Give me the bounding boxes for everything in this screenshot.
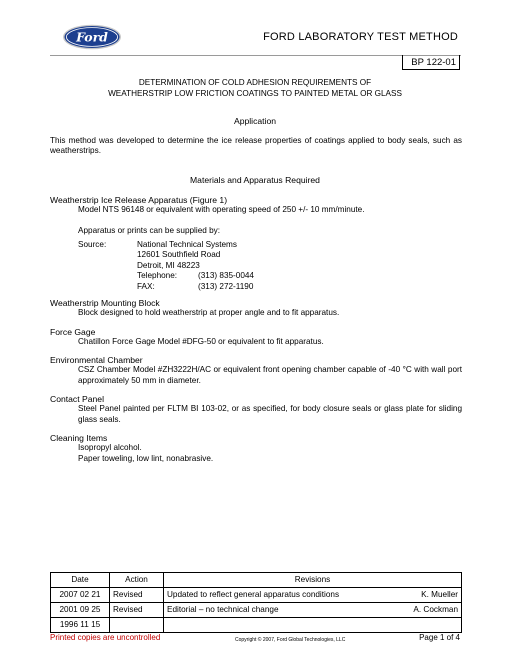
force-gage-heading: Force Gage (50, 327, 96, 337)
revision-action: Revised (110, 603, 164, 618)
revisions-table (50, 572, 462, 633)
apparatus-model: Model NTS 96148 or equivalent with operating speed of 250 +/- 10 mm/minute. (78, 205, 365, 215)
revisions-header-row (51, 573, 462, 588)
fax-number: (313) 272-1190 (198, 281, 254, 291)
revision-author: A. Cockman (413, 605, 458, 614)
col-header-date: Date (51, 573, 110, 588)
source-address-1: 12601 Southfield Road (137, 250, 221, 260)
cleaning-section (50, 433, 462, 464)
revision-action: Revised (110, 588, 164, 603)
revision-date: 1996 11 15 (51, 618, 110, 633)
contact-panel-text: Steel Panel painted per FLTM BI 103-02, or as specified, for body closure seals or glass plate for sliding glass seals. (78, 404, 462, 424)
ford-logo (62, 24, 122, 50)
table-row (51, 618, 462, 633)
revision-date: 2007 02 21 (51, 588, 110, 603)
col-header-action: Action (110, 573, 164, 588)
chamber-text: CSZ Chamber Model #ZH3222H/AC or equivalent front opening chamber capable of -40 °C with wall port approximately 50 mm in diameter. (78, 365, 462, 385)
telephone-label: Telephone: (137, 271, 178, 281)
mounting-heading: Weatherstrip Mounting Block (50, 298, 160, 308)
uncontrolled-notice: Printed copies are uncontrolled (50, 633, 161, 642)
apparatus-supplier-note: Apparatus or prints can be supplied by: (78, 225, 221, 235)
table-row (51, 603, 462, 618)
revision-cell (164, 618, 462, 633)
mounting-text: Block designed to hold weatherstrip at proper angle and to fit apparatus. (78, 308, 340, 318)
title-line-1: DETERMINATION OF COLD ADHESION REQUIREMENTS OF (138, 78, 372, 87)
revision-date: 2001 09 25 (51, 603, 110, 618)
title-line-2: WEATHERSTRIP LOW FRICTION COATINGS TO PAINTED METAL OR GLASS (108, 88, 402, 98)
application-heading: Application (233, 116, 277, 126)
mounting-section (50, 298, 462, 319)
table-row (51, 588, 462, 603)
copyright-notice: Copyright © 2007, Ford Global Technologies, LLC (235, 637, 346, 643)
apparatus-section (50, 195, 462, 236)
revision-cell (164, 588, 462, 603)
force-gage-text: Chatillon Force Gage Model #DFG-50 or equivalent to fit apparatus. (78, 337, 324, 347)
materials-heading: Materials and Apparatus Required (190, 175, 320, 185)
revision-author: K. Mueller (421, 590, 458, 599)
revision-action (110, 618, 164, 633)
fax-label: FAX: (137, 281, 155, 291)
col-header-revisions: Revisions (164, 573, 462, 588)
contact-panel-heading: Contact Panel (50, 394, 104, 404)
force-gage-section (50, 327, 462, 348)
source-label: Source: (78, 240, 107, 249)
svg-text:Ford: Ford (76, 29, 108, 45)
revision-description: Editorial – no technical change (167, 605, 279, 614)
source-name: National Technical Systems (137, 240, 237, 249)
apparatus-heading: Weatherstrip Ice Release Apparatus (Figure 1) (50, 195, 228, 205)
chamber-heading: Environmental Chamber (50, 355, 143, 365)
revision-cell (164, 603, 462, 618)
revision-description: Updated to reflect general apparatus conditions (167, 590, 340, 599)
source-address-2: Detroit, MI 48223 (137, 260, 200, 270)
document-number: BP 122-01 (402, 55, 460, 70)
chamber-section (50, 355, 462, 386)
contact-panel-section (50, 394, 462, 425)
page-number: Page 1 of 4 (419, 633, 460, 642)
telephone-number: (313) 835-0044 (198, 271, 254, 281)
header-divider (50, 55, 461, 56)
document-title (50, 78, 460, 99)
page-header-title: FORD LABORATORY TEST METHOD (263, 31, 458, 43)
cleaning-item-2: Paper toweling, low lint, nonabrasive. (78, 453, 214, 463)
cleaning-item-1: Isopropyl alcohol. (78, 443, 142, 453)
cleaning-heading: Cleaning Items (50, 433, 108, 443)
application-text: This method was developed to determine the ice release properties of coatings applied to body seals, such as weatherstrips. (50, 136, 462, 156)
